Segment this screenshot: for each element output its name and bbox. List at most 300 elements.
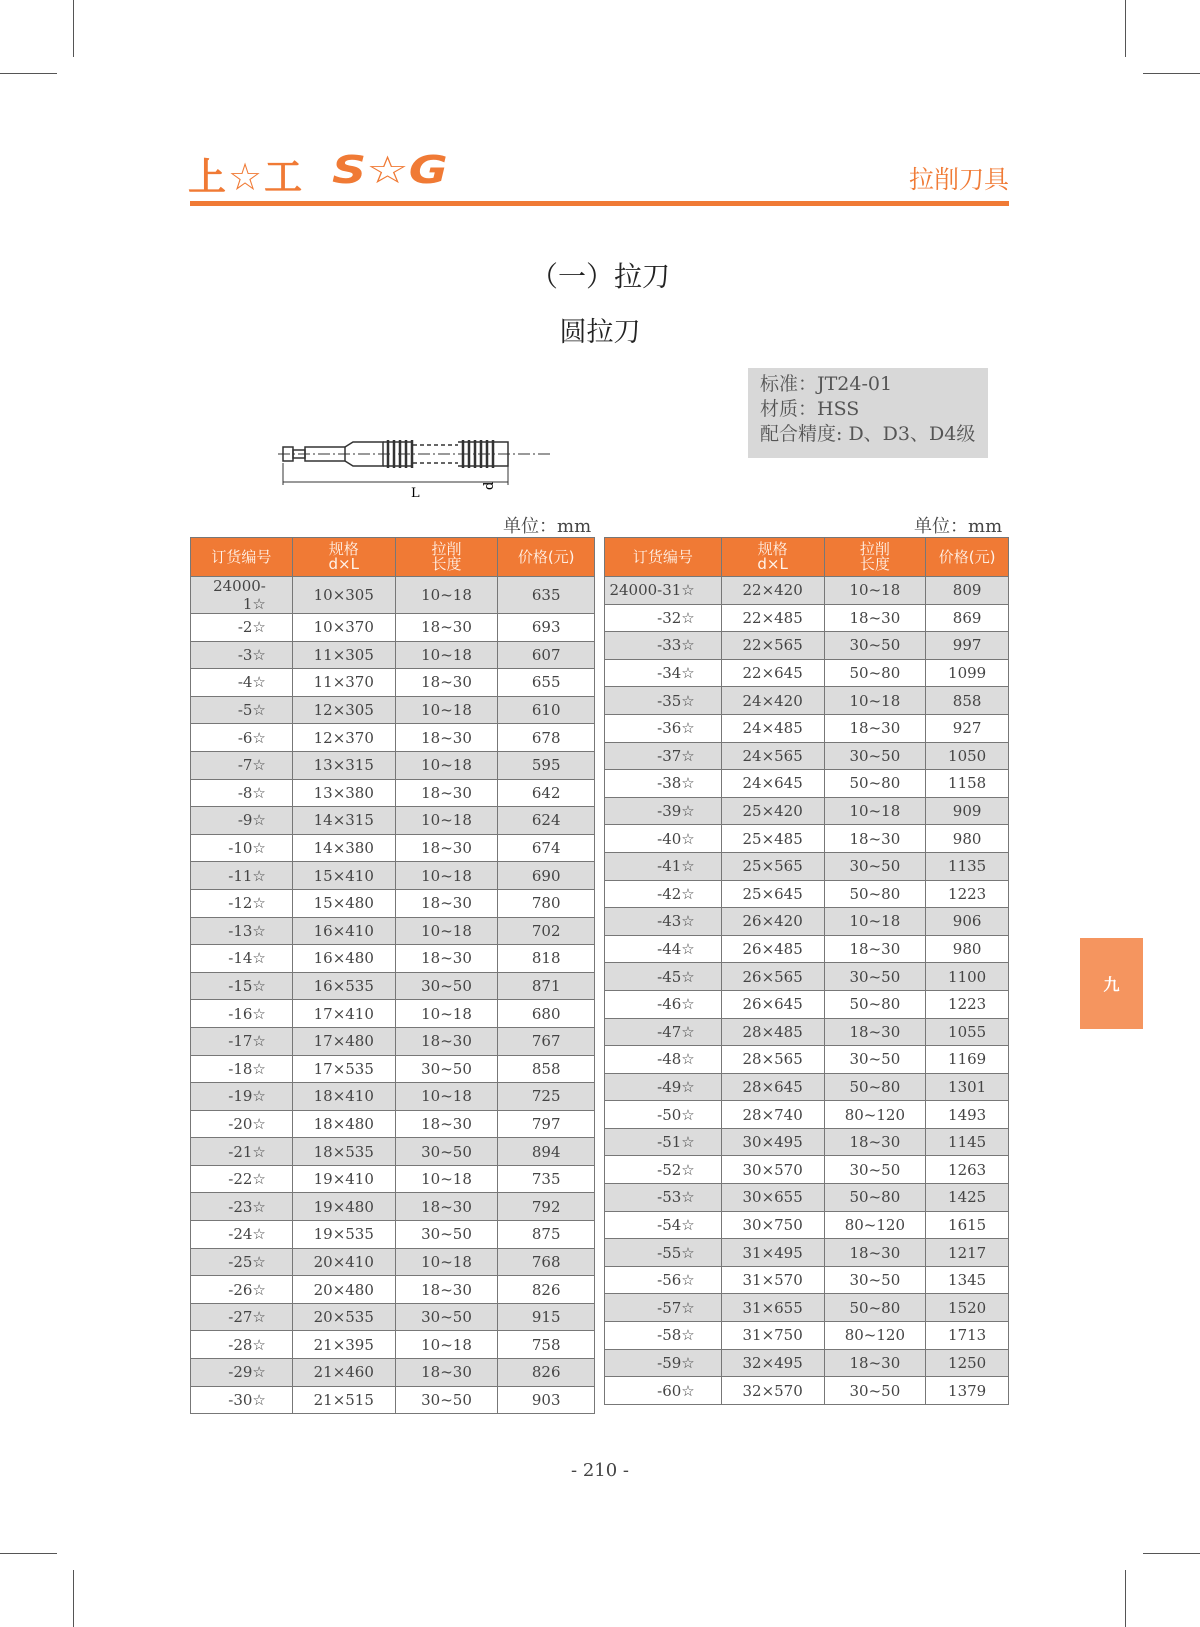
- crop-mark: [1125, 1570, 1126, 1627]
- broach-length-cell: 50~80: [824, 1294, 926, 1322]
- order-code-cell: -36☆: [605, 714, 722, 742]
- price-cell: 1250: [926, 1349, 1009, 1377]
- page-title: （一）拉刀: [529, 260, 670, 293]
- broach-length-cell: 10~18: [395, 1000, 498, 1028]
- unit-label-left: 单位：mm: [503, 516, 592, 537]
- broach-length-cell: 18~30: [395, 779, 498, 807]
- price-cell: 595: [498, 751, 595, 779]
- table-row: [605, 990, 1009, 1018]
- order-code-cell: 24000-1☆: [191, 577, 293, 614]
- order-code-cell: -28☆: [191, 1331, 293, 1359]
- spec-cell: 26×420: [721, 908, 824, 936]
- broach-length-cell: 18~30: [395, 1193, 498, 1221]
- broach-length-cell: 30~50: [824, 1266, 926, 1294]
- broach-length-cell: 30~50: [824, 742, 926, 770]
- order-code-cell: -2☆: [191, 614, 293, 642]
- price-cell: 818: [498, 945, 595, 973]
- table-row: [605, 1294, 1009, 1322]
- price-cell: 894: [498, 1138, 595, 1166]
- order-code-cell: -42☆: [605, 880, 722, 908]
- spec-cell: 31×570: [721, 1266, 824, 1294]
- price-cell: 826: [498, 1359, 595, 1387]
- order-code-cell: -30☆: [191, 1386, 293, 1414]
- table-row: [191, 1276, 595, 1304]
- broach-length-cell: 30~50: [824, 852, 926, 880]
- spec-cell: 32×570: [721, 1377, 824, 1405]
- table-row: [605, 1322, 1009, 1350]
- order-code-cell: -11☆: [191, 862, 293, 890]
- column-header: 价格(元): [926, 538, 1009, 577]
- price-cell: 1379: [926, 1377, 1009, 1405]
- crop-mark: [73, 1570, 74, 1627]
- broach-length-cell: 30~50: [395, 1055, 498, 1083]
- spec-cell: 11×370: [292, 669, 395, 697]
- table-row: [191, 1248, 595, 1276]
- broach-length-cell: 10~18: [395, 1165, 498, 1193]
- broach-length-cell: 18~30: [824, 935, 926, 963]
- broach-length-cell: 50~80: [824, 880, 926, 908]
- spec-cell: 12×370: [292, 724, 395, 752]
- order-code-cell: -53☆: [605, 1184, 722, 1212]
- order-code-cell: -50☆: [605, 1101, 722, 1129]
- broach-length-cell: 18~30: [395, 834, 498, 862]
- price-table-right: [604, 537, 1009, 1405]
- broach-length-cell: 18~30: [395, 1359, 498, 1387]
- price-cell: 1135: [926, 852, 1009, 880]
- order-code-cell: -24☆: [191, 1221, 293, 1249]
- order-code-cell: -58☆: [605, 1322, 722, 1350]
- order-code-cell: -15☆: [191, 972, 293, 1000]
- spec-cell: 32×495: [721, 1349, 824, 1377]
- spec-cell: 13×380: [292, 779, 395, 807]
- order-code-cell: -38☆: [605, 770, 722, 798]
- table-row: [191, 614, 595, 642]
- price-cell: 635: [498, 577, 595, 614]
- order-code-cell: -5☆: [191, 696, 293, 724]
- order-code-cell: -20☆: [191, 1110, 293, 1138]
- price-cell: 1055: [926, 1018, 1009, 1046]
- order-code-cell: -60☆: [605, 1377, 722, 1405]
- table-row: [605, 1184, 1009, 1212]
- broach-length-cell: 10~18: [395, 1248, 498, 1276]
- column-header: 规格 d×L: [721, 538, 824, 577]
- order-code-cell: -47☆: [605, 1018, 722, 1046]
- price-cell: 980: [926, 935, 1009, 963]
- price-cell: 725: [498, 1083, 595, 1111]
- table-row: [605, 770, 1009, 798]
- spec-cell: 26×645: [721, 990, 824, 1018]
- broach-length-cell: 18~30: [824, 1018, 926, 1046]
- table-row: [605, 604, 1009, 632]
- order-code-cell: -16☆: [191, 1000, 293, 1028]
- broach-length-cell: 50~80: [824, 1184, 926, 1212]
- order-code-cell: -57☆: [605, 1294, 722, 1322]
- table-row: [191, 779, 595, 807]
- price-cell: 1050: [926, 742, 1009, 770]
- price-cell: 1169: [926, 1046, 1009, 1074]
- order-code-cell: -19☆: [191, 1083, 293, 1111]
- crop-mark: [1125, 0, 1126, 57]
- crop-mark: [0, 73, 57, 74]
- table-header-row: [191, 538, 595, 577]
- broach-length-cell: 18~30: [395, 1276, 498, 1304]
- order-code-cell: -22☆: [191, 1165, 293, 1193]
- broach-length-cell: 18~30: [824, 714, 926, 742]
- spec-cell: 21×515: [292, 1386, 395, 1414]
- broach-length-cell: 30~50: [395, 1303, 498, 1331]
- table-row: [605, 1018, 1009, 1046]
- table-row: [191, 669, 595, 697]
- broach-length-cell: 80~120: [824, 1101, 926, 1129]
- price-cell: 1100: [926, 963, 1009, 991]
- order-code-cell: -55☆: [605, 1239, 722, 1267]
- order-code-cell: -43☆: [605, 908, 722, 936]
- price-cell: 690: [498, 862, 595, 890]
- order-code-cell: 24000-31☆: [605, 577, 722, 605]
- column-header: 价格(元): [498, 538, 595, 577]
- crop-mark: [1143, 73, 1200, 74]
- spec-cell: 25×565: [721, 852, 824, 880]
- spec-cell: 24×420: [721, 687, 824, 715]
- broach-length-cell: 10~18: [395, 917, 498, 945]
- table-row: [191, 724, 595, 752]
- order-code-cell: -3☆: [191, 641, 293, 669]
- spec-cell: 17×410: [292, 1000, 395, 1028]
- order-code-cell: -37☆: [605, 742, 722, 770]
- table-row: [605, 1046, 1009, 1074]
- order-code-cell: -4☆: [191, 669, 293, 697]
- order-code-cell: -7☆: [191, 751, 293, 779]
- spec-cell: 11×305: [292, 641, 395, 669]
- table-row: [191, 972, 595, 1000]
- spec-cell: 14×380: [292, 834, 395, 862]
- broach-length-cell: 10~18: [395, 1083, 498, 1111]
- crop-mark: [1143, 1553, 1200, 1554]
- order-code-cell: -18☆: [191, 1055, 293, 1083]
- table-row: [191, 577, 595, 614]
- table-row: [191, 641, 595, 669]
- spec-cell: 22×420: [721, 577, 824, 605]
- table-row: [191, 1110, 595, 1138]
- price-cell: 997: [926, 632, 1009, 660]
- broach-length-cell: 18~30: [824, 604, 926, 632]
- spec-cell: 13×315: [292, 751, 395, 779]
- spec-cell: 18×480: [292, 1110, 395, 1138]
- order-code-cell: -6☆: [191, 724, 293, 752]
- spec-cell: 20×410: [292, 1248, 395, 1276]
- spec-cell: 10×305: [292, 577, 395, 614]
- table-row: [605, 687, 1009, 715]
- table-row: [605, 1239, 1009, 1267]
- table-row: [605, 797, 1009, 825]
- broach-length-cell: 10~18: [395, 641, 498, 669]
- broach-length-cell: 30~50: [824, 963, 926, 991]
- table-row: [191, 1303, 595, 1331]
- price-table-left: [190, 537, 595, 1414]
- order-code-cell: -44☆: [605, 935, 722, 963]
- broach-length-cell: 10~18: [824, 908, 926, 936]
- table-row: [605, 742, 1009, 770]
- price-cell: 869: [926, 604, 1009, 632]
- spec-cell: 12×305: [292, 696, 395, 724]
- order-code-cell: -39☆: [605, 797, 722, 825]
- broach-length-cell: 18~30: [395, 1027, 498, 1055]
- table-row: [605, 1266, 1009, 1294]
- price-cell: 915: [498, 1303, 595, 1331]
- spec-cell: 24×565: [721, 742, 824, 770]
- spec-cell: 28×485: [721, 1018, 824, 1046]
- price-cell: 610: [498, 696, 595, 724]
- table-row: [605, 1101, 1009, 1129]
- table-row: [605, 577, 1009, 605]
- order-code-cell: -49☆: [605, 1073, 722, 1101]
- table-row: [191, 1138, 595, 1166]
- table-row: [605, 880, 1009, 908]
- broach-length-cell: 30~50: [824, 1046, 926, 1074]
- broach-length-cell: 10~18: [824, 687, 926, 715]
- spec-cell: 16×410: [292, 917, 395, 945]
- price-cell: 680: [498, 1000, 595, 1028]
- broach-length-cell: 18~30: [395, 724, 498, 752]
- table-row: [191, 834, 595, 862]
- price-cell: 758: [498, 1331, 595, 1359]
- spec-cell: 28×645: [721, 1073, 824, 1101]
- section-category: 拉削刀具: [908, 165, 1009, 194]
- table-row: [605, 825, 1009, 853]
- broach-length-cell: 80~120: [824, 1322, 926, 1350]
- spec-cell: 18×410: [292, 1083, 395, 1111]
- column-header: 订货编号: [191, 538, 293, 577]
- spec-cell: 14×315: [292, 807, 395, 835]
- header-divider: [190, 201, 1009, 206]
- table-row: [191, 862, 595, 890]
- table-row: [191, 1083, 595, 1111]
- chapter-tab[interactable]: 九: [1080, 938, 1143, 1029]
- page-number: - 210 -: [571, 1460, 629, 1481]
- spec-cell: 25×645: [721, 880, 824, 908]
- table-row: [191, 1000, 595, 1028]
- broach-length-cell: 18~30: [824, 1349, 926, 1377]
- table-row: [605, 963, 1009, 991]
- price-cell: 655: [498, 669, 595, 697]
- table-row: [191, 696, 595, 724]
- price-cell: 767: [498, 1027, 595, 1055]
- spec-cell: 20×480: [292, 1276, 395, 1304]
- table-row: [605, 659, 1009, 687]
- price-cell: 858: [498, 1055, 595, 1083]
- order-code-cell: -54☆: [605, 1211, 722, 1239]
- broach-length-cell: 18~30: [395, 614, 498, 642]
- broach-length-cell: 10~18: [824, 797, 926, 825]
- price-cell: 607: [498, 641, 595, 669]
- diagram-label-L: L: [411, 486, 420, 501]
- order-code-cell: -48☆: [605, 1046, 722, 1074]
- price-cell: 909: [926, 797, 1009, 825]
- broach-length-cell: 50~80: [824, 770, 926, 798]
- spec-info-box: [748, 368, 988, 458]
- price-cell: 1099: [926, 659, 1009, 687]
- spec-cell: 31×655: [721, 1294, 824, 1322]
- order-code-cell: -29☆: [191, 1359, 293, 1387]
- price-cell: 1263: [926, 1156, 1009, 1184]
- brand-logo-cn: 上☆工: [188, 155, 305, 199]
- price-cell: 826: [498, 1276, 595, 1304]
- broach-length-cell: 30~50: [824, 1377, 926, 1405]
- spec-cell: 15×410: [292, 862, 395, 890]
- price-cell: 980: [926, 825, 1009, 853]
- spec-cell: 16×535: [292, 972, 395, 1000]
- order-code-cell: -33☆: [605, 632, 722, 660]
- broach-length-cell: 18~30: [395, 1110, 498, 1138]
- spec-cell: 17×480: [292, 1027, 395, 1055]
- table-row: [191, 1331, 595, 1359]
- price-cell: 624: [498, 807, 595, 835]
- price-cell: 674: [498, 834, 595, 862]
- order-code-cell: -32☆: [605, 604, 722, 632]
- price-cell: 858: [926, 687, 1009, 715]
- order-code-cell: -23☆: [191, 1193, 293, 1221]
- price-cell: 875: [498, 1221, 595, 1249]
- broach-length-cell: 50~80: [824, 659, 926, 687]
- broach-length-cell: 10~18: [395, 696, 498, 724]
- spec-cell: 21×395: [292, 1331, 395, 1359]
- price-cell: 871: [498, 972, 595, 1000]
- price-cell: 642: [498, 779, 595, 807]
- order-code-cell: -45☆: [605, 963, 722, 991]
- broach-length-cell: 10~18: [395, 751, 498, 779]
- price-cell: 1217: [926, 1239, 1009, 1267]
- order-code-cell: -17☆: [191, 1027, 293, 1055]
- broach-length-cell: 30~50: [824, 632, 926, 660]
- price-cell: 1713: [926, 1322, 1009, 1350]
- broach-length-cell: 30~50: [395, 1138, 498, 1166]
- broach-length-cell: 10~18: [395, 807, 498, 835]
- spec-cell: 18×535: [292, 1138, 395, 1166]
- spec-cell: 30×570: [721, 1156, 824, 1184]
- order-code-cell: -25☆: [191, 1248, 293, 1276]
- spec-cell: 15×480: [292, 889, 395, 917]
- order-code-cell: -40☆: [605, 825, 722, 853]
- diagram-label-d: d: [482, 481, 497, 490]
- spec-cell: 20×535: [292, 1303, 395, 1331]
- price-cell: 792: [498, 1193, 595, 1221]
- table-header-row: [605, 538, 1009, 577]
- column-header: 拉削 长度: [395, 538, 498, 577]
- column-header: 规格 d×L: [292, 538, 395, 577]
- table-row: [605, 1128, 1009, 1156]
- table-row: [191, 1386, 595, 1414]
- spec-cell: 31×750: [721, 1322, 824, 1350]
- broach-length-cell: 30~50: [395, 1221, 498, 1249]
- price-cell: 903: [498, 1386, 595, 1414]
- table-row: [191, 945, 595, 973]
- order-code-cell: -10☆: [191, 834, 293, 862]
- table-row: [191, 751, 595, 779]
- table-row: [191, 917, 595, 945]
- table-row: [605, 1211, 1009, 1239]
- crop-mark: [0, 1553, 57, 1554]
- spec-cell: 10×370: [292, 614, 395, 642]
- table-row: [605, 632, 1009, 660]
- order-code-cell: -35☆: [605, 687, 722, 715]
- order-code-cell: -26☆: [191, 1276, 293, 1304]
- broach-length-cell: 80~120: [824, 1211, 926, 1239]
- spec-cell: 28×740: [721, 1101, 824, 1129]
- broach-length-cell: 10~18: [824, 577, 926, 605]
- order-code-cell: -59☆: [605, 1349, 722, 1377]
- table-row: [191, 807, 595, 835]
- price-cell: 1223: [926, 990, 1009, 1018]
- broach-length-cell: 50~80: [824, 990, 926, 1018]
- price-cell: 1345: [926, 1266, 1009, 1294]
- table-row: [605, 1349, 1009, 1377]
- price-cell: 678: [498, 724, 595, 752]
- order-code-cell: -12☆: [191, 889, 293, 917]
- spec-cell: 19×535: [292, 1221, 395, 1249]
- table-row: [191, 1027, 595, 1055]
- spec-cell: 30×495: [721, 1128, 824, 1156]
- order-code-cell: -8☆: [191, 779, 293, 807]
- spec-cell: 30×750: [721, 1211, 824, 1239]
- order-code-cell: -27☆: [191, 1303, 293, 1331]
- price-cell: 1223: [926, 880, 1009, 908]
- order-code-cell: -34☆: [605, 659, 722, 687]
- page-subtitle: 圆拉刀: [559, 317, 641, 348]
- table-row: [605, 1377, 1009, 1405]
- info-material: 材质：HSS: [760, 398, 860, 420]
- order-code-cell: -21☆: [191, 1138, 293, 1166]
- broach-length-cell: 50~80: [824, 1073, 926, 1101]
- spec-cell: 28×565: [721, 1046, 824, 1074]
- info-precision: 配合精度: D、D3、D4级: [760, 423, 976, 445]
- crop-mark: [73, 0, 74, 57]
- table-row: [191, 1165, 595, 1193]
- spec-cell: 25×420: [721, 797, 824, 825]
- price-cell: 1301: [926, 1073, 1009, 1101]
- broach-length-cell: 18~30: [824, 1128, 926, 1156]
- spec-cell: 26×565: [721, 963, 824, 991]
- price-cell: 906: [926, 908, 1009, 936]
- broach-diagram: [278, 435, 553, 505]
- order-code-cell: -56☆: [605, 1266, 722, 1294]
- spec-cell: 24×485: [721, 714, 824, 742]
- price-cell: 1158: [926, 770, 1009, 798]
- broach-length-cell: 18~30: [395, 889, 498, 917]
- price-cell: 1493: [926, 1101, 1009, 1129]
- order-code-cell: -52☆: [605, 1156, 722, 1184]
- table-row: [605, 908, 1009, 936]
- table-row: [605, 714, 1009, 742]
- price-cell: 1145: [926, 1128, 1009, 1156]
- spec-cell: 25×485: [721, 825, 824, 853]
- table-row: [605, 852, 1009, 880]
- spec-cell: 26×485: [721, 935, 824, 963]
- column-header: 订货编号: [605, 538, 722, 577]
- broach-length-cell: 30~50: [395, 972, 498, 1000]
- broach-length-cell: 18~30: [824, 1239, 926, 1267]
- order-code-cell: -51☆: [605, 1128, 722, 1156]
- price-cell: 1615: [926, 1211, 1009, 1239]
- price-cell: 693: [498, 614, 595, 642]
- spec-cell: 19×480: [292, 1193, 395, 1221]
- spec-cell: 22×645: [721, 659, 824, 687]
- price-cell: 702: [498, 917, 595, 945]
- broach-length-cell: 10~18: [395, 1331, 498, 1359]
- table-row: [191, 1055, 595, 1083]
- spec-cell: 19×410: [292, 1165, 395, 1193]
- broach-length-cell: 10~18: [395, 577, 498, 614]
- price-cell: 780: [498, 889, 595, 917]
